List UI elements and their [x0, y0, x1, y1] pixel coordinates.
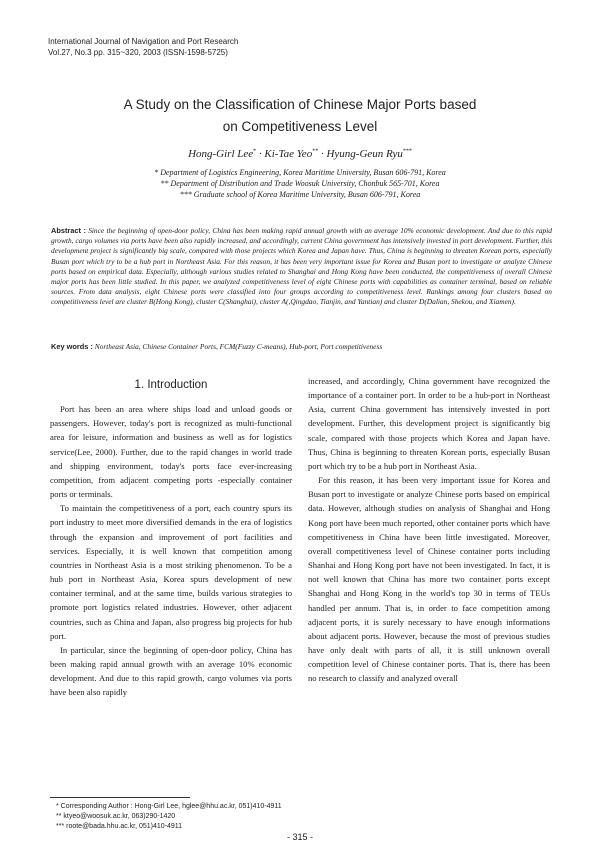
footnote-3: *** roote@bada.hhu.ac.kr, 051)410-4911 [56, 823, 183, 830]
paragraph: increased, and accordingly, China government have recognized the importance of a container port. In order to be a hub-port in Northeast Asia, current China government has intensively invested in port development. Further, this development project is significantly big scale, compared with those projects which Korea and Japan have. Thus, China is beginning to threaten Korean ports, especially Busan port which try to be a hub port in Northeast Asia. [308, 376, 550, 471]
right-column [308, 374, 550, 685]
author-separator: · [318, 148, 327, 160]
author-1: Hong-Girl Lee [188, 148, 254, 160]
left-column [50, 376, 292, 699]
abstract-text: Since the beginning of open-door policy, China has been making rapid annual growth with an average 10% economic development. And due to this rapid growth, cargo volumes via ports have been also rapidly increased, and accordingly, current China government has intensively invested in port development. Further, this development project is significantly big scale, compared with those projects which Korea and Japan have. Thus, China is beginning to threaten Korean ports, especially Busan port which try to be a hub port in Northeast Asia. For this reason, it has been very important issue for Korea and Busan port to investigate or analyze Chinese ports based on empirical data. Especially, although various studies related to Shanghai and Hong Kong have been conducted, the competitiveness of overall Chinese major ports has been little studied. In this paper, we analyzed competitiveness level of eight Chinese ports with capabilities as container terminal, based on reliable sources. From data analysis, eight Chinese ports were classified into four groups according to competitiveness level. Rankings among four clusters based on competitiveness level are cluster B(Hong Kong), cluster C(Shanghai), cluster A(,Qingdao, Tianjin, and Yantian) and cluster D(Dalian, Shekou, and Xiamen). [51, 226, 552, 307]
title-line-2: on Competitiveness Level [222, 119, 378, 134]
paragraph: Port has been an area where ships load and unload goods or passengers. However, today's port is recognized as multi-functional area for leisure, information and business as well as for logistics service(Lee, 2000). Further, due to the rapid changes in world trade and shipping environment, today's ports face ever-increasing competition, from adjacent competing ports -especially container ports or terminals. [50, 404, 292, 500]
keywords-text: Northeast Asia, Chinese Container Ports, FCM(Fuzzy C-means), Hub-port, Port competitiveness [94, 342, 383, 351]
author-2: Ki-Tae Yeo [264, 148, 313, 160]
author-3: Hyung-Geun Ryu [326, 148, 403, 160]
affiliation-3: *** Graduate school of Korea Maritime University, Busan 606-791, Korea [179, 190, 421, 199]
affiliations [40, 167, 560, 200]
section-heading: 1. Introduction [134, 379, 208, 391]
paragraph: In particular, since the beginning of open-door policy, China has been making rapid annual growth with an average 10% economic development. And due to this rapid growth, cargo volumes via ports have been also rapidly [50, 644, 292, 698]
footnote-2: ** ktyeo@woosuk.ac.kr, 063)290-1420 [56, 813, 176, 820]
abstract-label: Abstract : [51, 226, 86, 235]
journal-name: International Journal of Navigation and Port Research [48, 37, 239, 46]
author-2-mark: ** [312, 148, 319, 155]
footnotes [56, 802, 282, 832]
title-line-1: A Study on the Classification of Chinese Major Ports based [123, 97, 477, 112]
paper-title [40, 94, 560, 138]
keywords-label: Key words : [51, 342, 93, 351]
paragraph: For this reason, it has been very important issue for Korea and Busan port to investigate or analyze Chinese ports based on empirical data. However, although studies on analysis of Shanghai and Hong Kong port have been much reported, other container ports which have competitiveness in China have been little investigated. Moreover, overall competitiveness level of Chinese container ports including Shanhai and Hong Kong port have not been investigated. In fact, it is not well known that China has more two container ports except Shanghai and Hong Kong in the world's top 30 in terms of TEUs handled per annum. That is, in order to face competition among adjacent ports, it is surely necessary to have enough informations about adjacent ports. However, because the most of previous studies have only dealt with parts of all, it is still unknown overall competition level of Chinese container ports. That is, there has been no research to classify and analyzed overall [308, 475, 550, 684]
affiliation-1: * Department of Logistics Engineering, Korea Maritime University, Busan 606-791, Korea [154, 168, 446, 177]
abstract [51, 226, 552, 308]
author-3-mark: *** [402, 148, 412, 155]
author-1-mark: * [253, 148, 257, 155]
page-number: - 315 - [286, 832, 313, 842]
journal-header [48, 36, 238, 58]
keywords [51, 342, 552, 352]
author-list [40, 148, 560, 160]
footnote-1: * Corresponding Author : Hong-Girl Lee, hglee@hhu.ac.kr, 051)410-4911 [56, 803, 282, 810]
journal-volume: Vol.27, No.3 pp. 315~320, 2003 (ISSN-1598-5725) [48, 48, 228, 57]
footnote-rule [50, 797, 190, 798]
affiliation-2: ** Department of Distribution and Trade Woosuk University, Chonbuk 565-701, Korea [160, 179, 440, 188]
paragraph: To maintain the competitiveness of a port, each country spurs its port industry to meet more diversified demands in the era of logistics through the expansion and improvement of port facilities and services. Especially, it is well known that competition among countries in Northeast Asia is a most striking phenomenon. To be a hub port in Northeast Asia, Korea spurs development of new container terminal, and at the same time, builds various strategies to promote port logistics related industries. However, other adjacent countries, such as China and Japan, also progress big projects for hub port. [50, 503, 292, 641]
author-separator: · [256, 148, 265, 160]
